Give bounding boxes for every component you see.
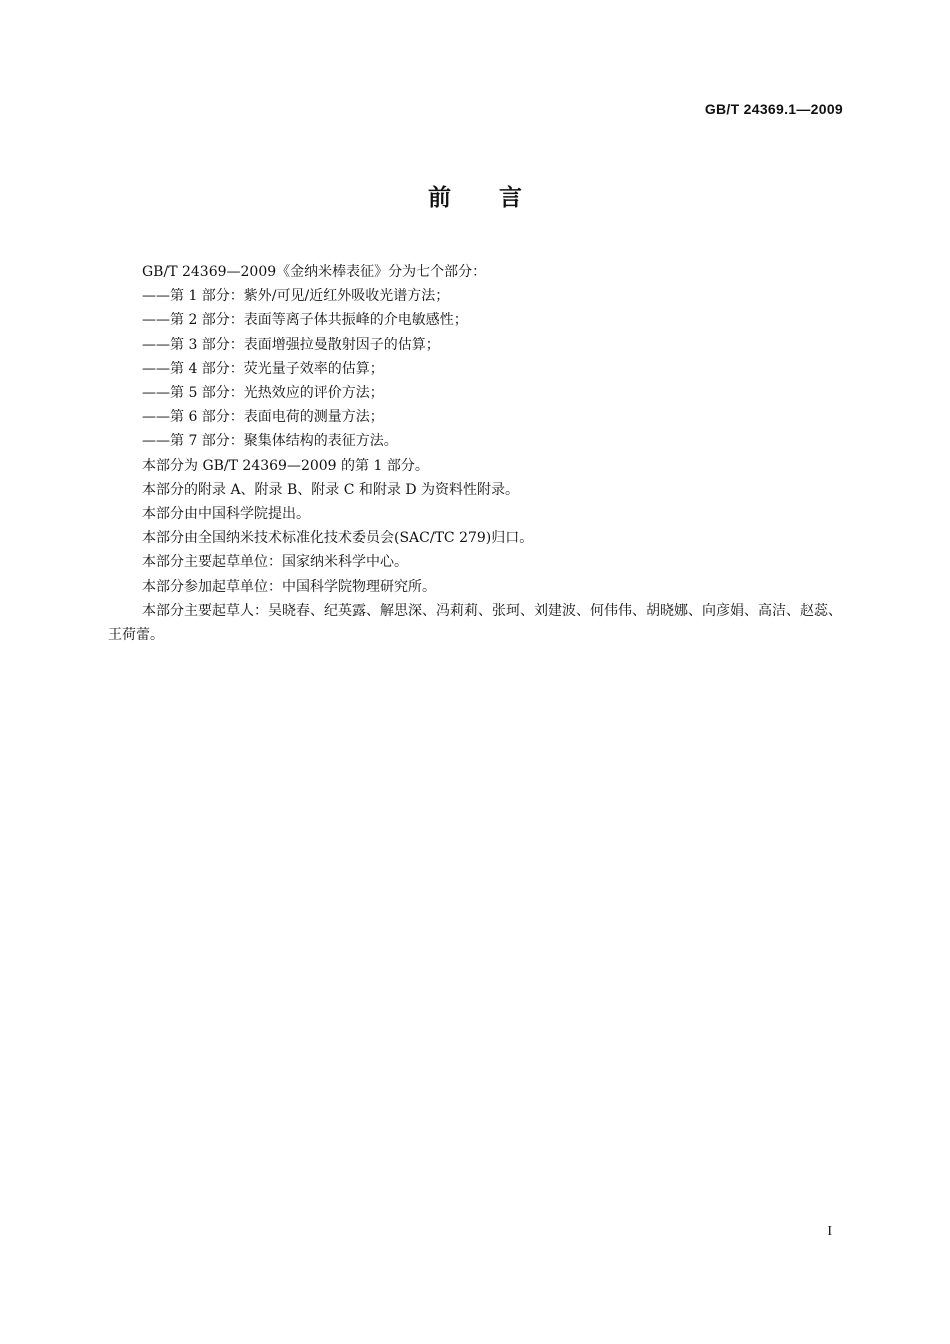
page-number: I — [827, 1224, 832, 1239]
part-list-item: ——第 6 部分：表面电荷的测量方法； — [142, 409, 384, 426]
foreword-paragraph: GB/T 24369—2009《金纳米棒表征》分为七个部分： — [142, 264, 487, 280]
part-list-item: ——第 2 部分：表面等离子体共振峰的介电敏感性； — [142, 312, 468, 329]
foreword-paragraph: 本部分为 GB/T 24369—2009 的第 1 部分。 — [142, 457, 429, 474]
part-list-item: ——第 5 部分：光热效应的评价方法； — [142, 385, 384, 402]
foreword-paragraph: 本部分参加起草单位：中国科学院物理研究所。 — [142, 578, 436, 595]
foreword-paragraph: 本部分由中国科学院提出。 — [142, 506, 310, 523]
part-list-item: ——第 7 部分：聚集体结构的表征方法。 — [142, 433, 398, 450]
part-list-item: ——第 3 部分：表面增强拉曼散射因子的估算； — [142, 336, 440, 353]
foreword-paragraph: 本部分主要起草单位：国家纳米科学中心。 — [142, 554, 408, 571]
foreword-paragraph: 本部分的附录 A、附录 B、附录 C 和附录 D 为资料性附录。 — [142, 481, 520, 498]
drafters-paragraph: 本部分主要起草人：吴晓春、纪英露、解思深、冯莉莉、张珂、刘建波、何伟伟、胡晓娜、向彦娟、高洁、赵蕊、王荷蕾。 — [108, 602, 842, 644]
foreword-body — [108, 260, 846, 647]
part-list-item: ——第 1 部分：紫外/可见/近红外吸收光谱方法； — [142, 288, 450, 305]
standard-code-header: GB/T 24369.1—2009 — [704, 101, 843, 117]
page-title: 前言 — [428, 185, 570, 211]
foreword-paragraph: 本部分由全国纳米技术标准化技术委员会(SAC/TC 279)归口。 — [142, 530, 534, 547]
part-list-item: ——第 4 部分：荧光量子效率的估算； — [142, 360, 384, 377]
